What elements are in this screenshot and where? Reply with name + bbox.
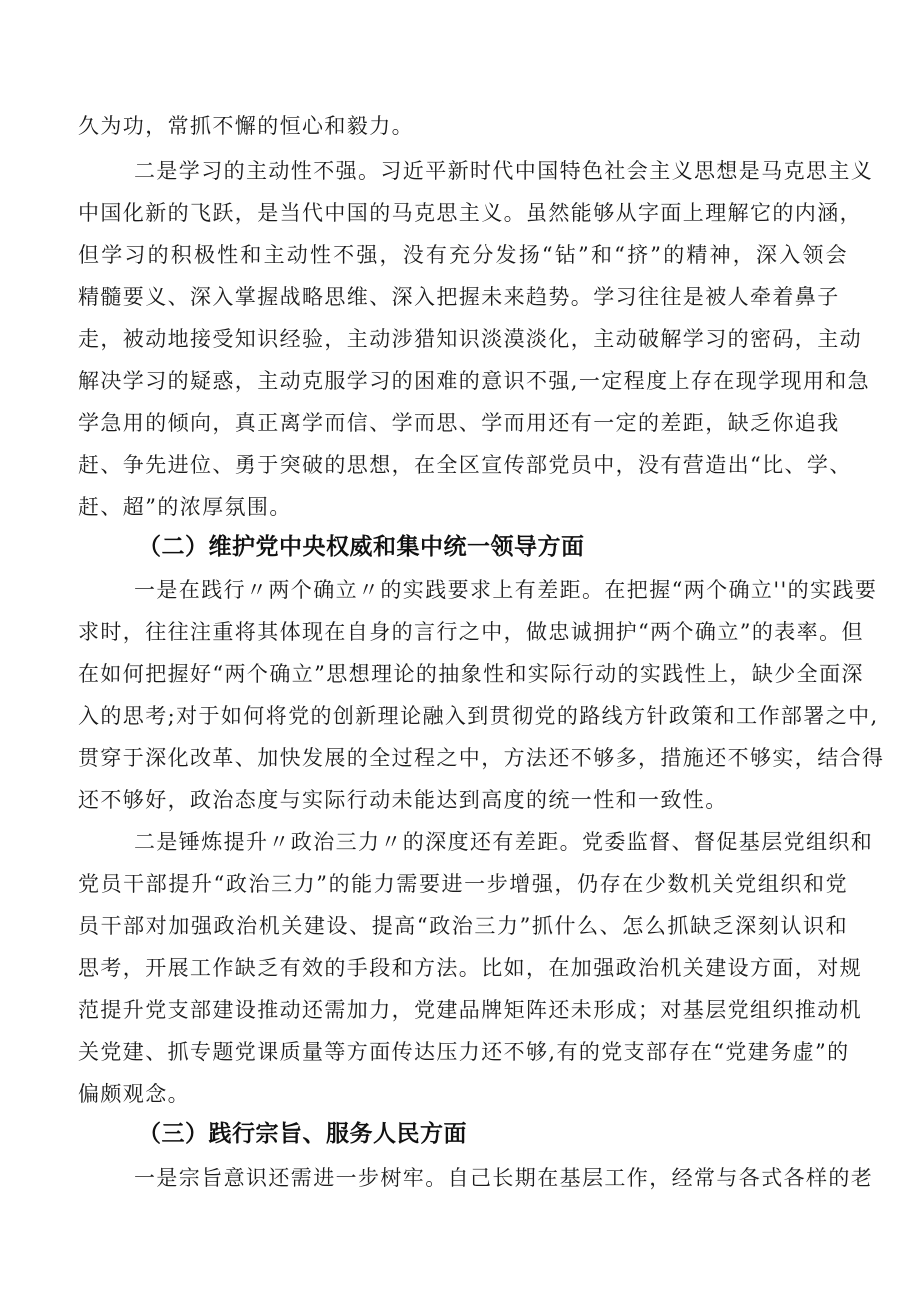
paragraph-line: 二是学习的主动性不强。习近平新时代中国特色社会主义思想是马克思主义 [134, 159, 874, 183]
paragraph-line: 二是锤炼提升〃政治三力〃的深度还有差距。党委监督、督促基层党组织和 [134, 830, 874, 854]
paragraph-line: 范提升党支部建设推动还需加力，党建品牌矩阵还未形成；对基层党组织推动机 [78, 998, 862, 1022]
paragraph-line: 关党建、抓专题党课质量等方面传达压力还不够,有的党支部存在“党建务虚”的 [78, 1040, 850, 1064]
paragraph-line: 思考，开展工作缺乏有效的手段和方法。比如，在加强政治机关建设方面，对规 [78, 956, 862, 980]
paragraph-line: 员干部对加强政治机关建设、提高“政治三力”抓什么、怎么抓缺乏深刻认识和 [78, 914, 848, 938]
paragraph-line: 一是宗旨意识还需进一步树牢。自己长期在基层工作，经常与各式各样的老 [134, 1166, 874, 1190]
paragraph-line: 贯穿于深化改革、加快发展的全过程之中，方法还不够多，措施还不够实，结合得 [78, 746, 885, 770]
paragraph-line: 走，被动地接受知识经验，主动涉猎知识淡漠淡化，主动破解学习的密码，主动 [78, 327, 862, 351]
paragraph-line: 赶、超”的浓厚氛围。 [78, 495, 292, 519]
paragraph-line: 一是在践行〃两个确立〃的实践要求上有差距。在把握“两个确立''的实践要 [134, 578, 878, 602]
paragraph-line: 还不够好，政治态度与实际行动未能达到高度的统一性和一致性。 [78, 788, 728, 812]
section-heading: （二）维护党中央权威和集中统一领导方面 [138, 534, 585, 560]
paragraph-line: 学急用的倾向，真正离学而信、学而思、学而用还有一定的差距，缺乏你追我 [78, 411, 840, 435]
paragraph-line: 求时，往往注重将其体现在自身的言行之中，做忠诚拥护“两个确立”的表率。但 [78, 620, 864, 644]
paragraph-line: 久为功，常抓不懈的恒心和毅力。 [78, 114, 414, 138]
paragraph-line: 中国化新的飞跃，是当代中国的马克思主义。虽然能够从字面上理解它的内涵， [78, 201, 862, 225]
paragraph-line: 入的思考;对于如何将党的创新理论融入到贯彻党的路线方针政策和工作部署之中, [78, 704, 879, 728]
section-heading: （三）践行宗旨、服务人民方面 [138, 1121, 467, 1147]
paragraph-line: 在如何把握好“两个确立”思想理论的抽象性和实际行动的实践性上，缺少全面深 [78, 662, 864, 686]
paragraph-line: 但学习的积极性和主动性不强，没有充分发扬“钻”和“挤”的精神，深入领会 [78, 243, 848, 267]
paragraph-line: 精髓要义、深入掌握战略思维、深入把握未来趋势。学习往往是被人牵着鼻子 [78, 285, 840, 309]
paragraph-line: 党员干部提升“政治三力”的能力需要进一步增强，仍存在少数机关党组织和党 [78, 872, 848, 896]
paragraph-line: 解决学习的疑惑，主动克服学习的困难的意识不强,一定程度上存在现学现用和急 [78, 369, 871, 393]
paragraph-line: 偏颇观念。 [78, 1082, 190, 1106]
paragraph-line: 赶、争先进位、勇于突破的思想，在全区宣传部党员中，没有营造出“比、学、 [78, 453, 852, 477]
